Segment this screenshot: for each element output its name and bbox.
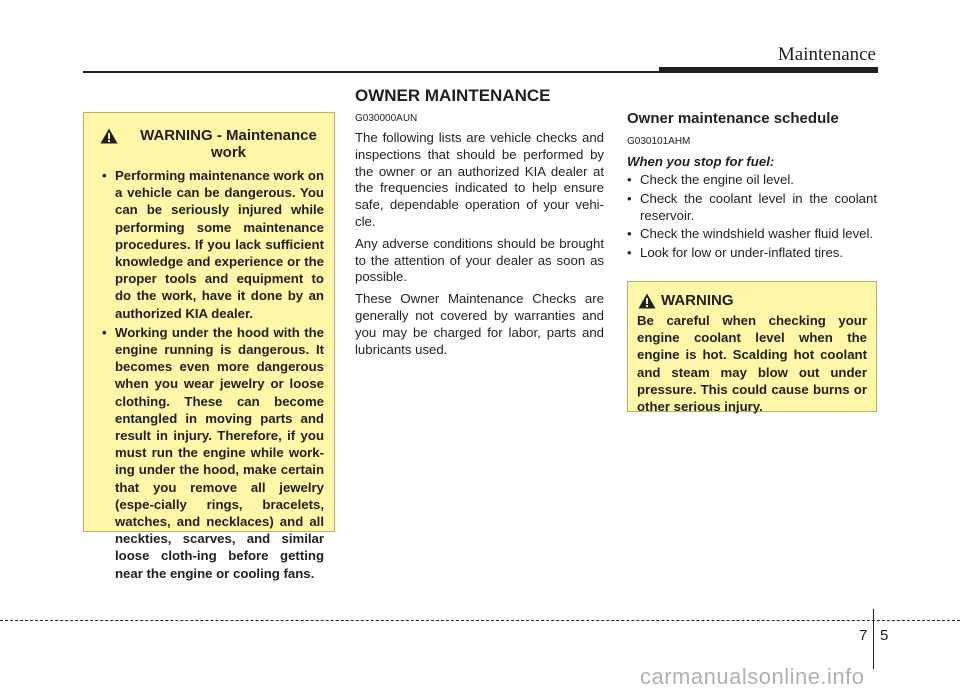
warning-triangle-icon <box>638 293 656 309</box>
section-code: G030000AUN <box>355 113 418 124</box>
owner-maintenance-text <box>355 113 604 363</box>
page-number: 5 <box>880 627 889 644</box>
warning-triangle-icon <box>100 128 118 144</box>
warning-body: Be careful when checking your engine coolant level when the engine is hot. Scalding hot coolant and steam may blow out under pressure. This could cause burns or other serious injury. <box>637 313 867 415</box>
header-rule <box>83 71 661 73</box>
schedule-code: G030101AHM <box>627 136 691 147</box>
header-title: Maintenance <box>777 44 876 65</box>
paragraph: The following lists are vehicle checks and inspections that should be performed by the owner or an authorized KIA dealer at the frequencies indicated to help ensure safe, dependable operation of your vehi-cle. <box>355 130 604 229</box>
schedule-subheading: When you stop for fuel: <box>627 154 775 169</box>
watermark: carmanualsonline.info <box>640 664 865 689</box>
coolant-warning-box <box>627 281 877 415</box>
schedule-section <box>627 110 877 264</box>
chapter-number: 7 <box>859 627 868 644</box>
schedule-item: • Check the windshield washer fluid level. <box>627 226 877 243</box>
warning-label: WARNING <box>140 127 213 144</box>
header-rule-accent <box>659 67 878 73</box>
warning-header <box>628 282 876 309</box>
warning-item: • Performing maintenance work on a vehicle can be dangerous. You can be seriously injured while performing some maintenance procedures. If you lack sufficient knowledge and experience or the proper tools and equipment to do the work, have it done by an authorized KIA dealer. <box>102 167 324 322</box>
warning-label: WARNING <box>661 292 734 309</box>
footer-divider <box>873 609 874 669</box>
schedule-item: • Check the coolant level in the coolant reservoir. <box>627 191 877 225</box>
warning-list <box>84 167 334 582</box>
schedule-title: Owner maintenance schedule <box>627 110 839 127</box>
paragraph: These Owner Maintenance Checks are generally not covered by warranties and you may be charged for labor, parts and lubricants used. <box>355 291 604 357</box>
schedule-list <box>627 172 877 262</box>
schedule-item: • Check the engine oil level. <box>627 172 877 189</box>
warning-item: • Working under the hood with the engine running is dangerous. It becomes even more dangerous when you wear jewelry or loose clothing. These can become entangled in moving parts and result in injury. Therefore, if you must run the engine while work-ing under the hood, make certain that you remove all jewelry (espe-cially rings, bracelets, watches, and necklaces) and all neckties, scarves, and similar loose cloth-ing before getting near the engine or cooling fans. <box>102 324 324 582</box>
warning-title: - Maintenance work <box>210 127 317 161</box>
footer-rule <box>0 620 960 621</box>
section-title: OWNER MAINTENANCE <box>355 86 551 105</box>
paragraph: Any adverse conditions should be brought to the attention of your dealer as soon as possible. <box>355 235 604 285</box>
maintenance-warning-box <box>83 112 335 581</box>
schedule-item: • Look for low or under-inflated tires. <box>627 245 877 262</box>
warning-header <box>84 113 334 161</box>
